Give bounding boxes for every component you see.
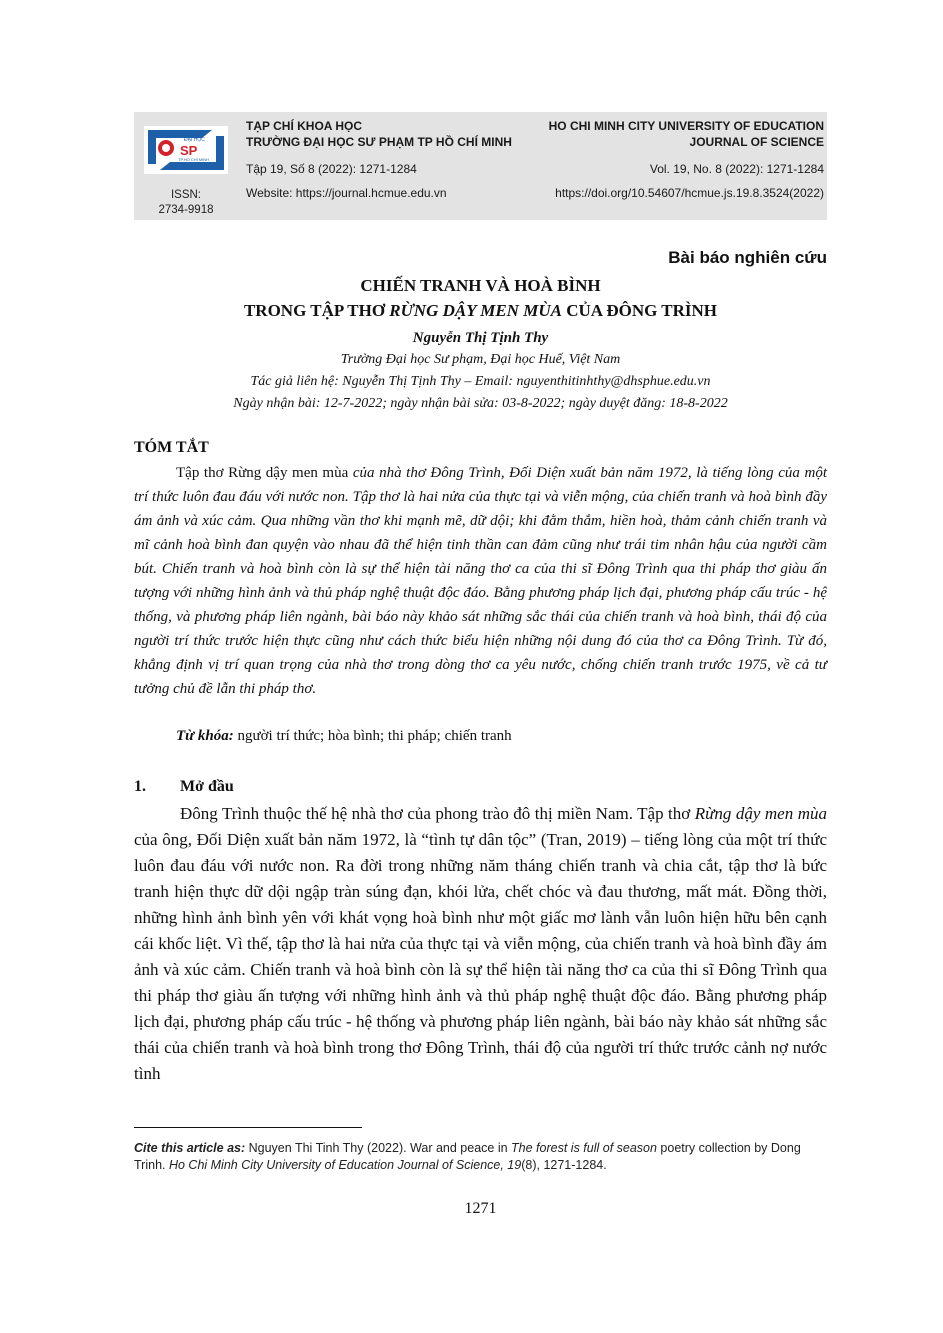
citation-note [134,1140,827,1174]
journal-en-line1: HO CHI MINH CITY UNIVERSITY OF EDUCATION [548,119,824,133]
para-part-a: Đông Trình thuộc thế hệ nhà thơ của phong trào đô thị miền Nam. Tập thơ [180,804,695,823]
contact-author: Tác giả liên hệ: Nguyễn Thị Tịnh Thy – Email: nguyenthitinhthy@dhsphue.edu.vn [250,374,711,389]
issn-value: 2734-9918 [158,204,214,216]
citation-part-a: Nguyen Thi Tinh Thy (2022). War and peace in [245,1141,512,1155]
logo-text-top: ĐẠI HỌC [184,137,205,143]
citation-part-c: poetry collection by Dong Trinh. [134,1141,801,1172]
citation-label: Cite this article as: [134,1141,246,1155]
para-part-c: của ông, Đối Diện xuất bản năm 1972, là “tình tự dân tộc” (Tran, 2019) – tiếng lòng của một trí thức luôn đau đáu với nước non. Ra đời trong những năm tháng chiến tranh và chia cắt, tập thơ là bức tranh hiện thực dữ dội ngập tràn súng đạn, khói lửa, chết chóc và đau thương, mất mát. Đồng thời, những hình ảnh bình yên với khát vọng hoà bình như một giấc mơ lành vẫn luôn hiện hữu bên cạnh cái khốc liệt. Vì thế, tập thơ là hai nửa của thực tại và viễn mộng, của chiến tranh và hoà bình đầy ám ảnh và xúc cảm. Chiến tranh và hoà bình còn là sự thể hiện tài năng thơ ca của thi sĩ Đông Trình qua thi pháp thơ giàu ấn tượng với những hình ảnh và thủ pháp nghệ thuật độc đáo. Bằng phương pháp lịch đại, phương pháp cấu trúc - hệ thống và phương pháp liên ngành, bài báo này khảo sát những sắc thái của chiến tranh và hoà bình trong thơ Đông Trình, thái độ của người trí thức trước cảnh nợ nước tình [134,830,827,1083]
title-part-a: TRONG TẬP THƠ [243,301,390,320]
citation-part-b: The forest is full of season [511,1141,657,1155]
title-line2 [134,300,827,322]
title-part-collection: RỪNG DẬY MEN MÙA [389,301,562,320]
journal-vi-line1: TẠP CHÍ KHOA HỌC [246,119,363,133]
author-affiliation: Trường Đại học Sư phạm, Đại học Huế, Việt Nam [340,352,621,367]
journal-vi-line2: TRƯỜNG ĐẠI HỌC SƯ PHẠM TP HỒ CHÍ MINH [246,135,512,149]
doi-link[interactable]: https://doi.org/10.54607/hcmue.js.19.8.3524(2022) [555,186,824,200]
volume-vi: Tập 19, Số 8 (2022): 1271-1284 [246,162,417,176]
abstract-heading: TÓM TẮT [134,439,209,456]
journal-header [134,112,827,220]
logo-block [134,112,238,220]
citation-part-e: (8), 1271-1284. [521,1158,607,1172]
logo-text-mid: SP [180,143,198,158]
title-part-c: CỦA ĐÔNG TRÌNH [561,301,718,320]
footnote-divider [134,1127,362,1128]
article-type-label: Bài báo nghiên cứu [668,248,827,267]
author-name: Nguyễn Thị Tịnh Thy [412,330,549,346]
abstract-collection-title: Rừng dậy men mùa [228,465,349,481]
keywords-value: người trí thức; hòa bình; thi pháp; chiến tranh [233,728,512,744]
page-number: 1271 [464,1200,497,1217]
title-line1: CHIẾN TRANH VÀ HOÀ BÌNH [360,276,601,295]
keywords [176,725,512,747]
university-logo-icon [142,118,230,182]
issn-label: ISSN: [170,189,202,201]
issn [134,188,238,218]
abstract-part-a: Tập thơ [176,465,229,481]
para-collection-title: Rừng dậy men mùa [694,804,827,823]
section-title: Mở đầu [180,778,234,795]
abstract-part-c: của nhà thơ Đông Trình, Đối Diện xuất bản năm 1972, là tiếng lòng của một trí thức luôn đau đáu với nước non. Tập thơ là hai nửa của thực tại và viễn mộng, của chiến tranh và hoà bình đầy ám ảnh và xúc cảm. Qua những vần thơ khi mạnh mẽ, dữ dội; khi đằm thắm, hiền hoà, thảm cảnh chiến tranh và mĩ cảnh hoà bình đan quyện vào nhau đã thể hiện tinh thần can đảm cũng như trái tim nhân hậu của người cầm bút. Chiến tranh và hoà bình còn là sự thể hiện tài năng thơ ca của thi sĩ Đông Trình qua thi pháp thơ giàu ấn tượng với những hình ảnh và thủ pháp nghệ thuật độc đáo. Bằng phương pháp lịch đại, phương pháp cấu trúc - hệ thống, và phương pháp liên ngành, bài báo này khảo sát những sắc thái của chiến tranh và hoà bình, thái độ của người trí thức trước hiện thực cũng như cách thức biểu hiện những nội dung đó của thơ ca Đông Trình. Từ đó, khẳng định vị trí quan trọng của nhà thơ trong dòng thơ ca yêu nước, chống chiến tranh trước 1975, về cả tư tưởng chủ đề lẫn thi pháp thơ. [134,465,827,697]
volume-en: Vol. 19, No. 8 (2022): 1271-1284 [649,162,824,176]
abstract-text [134,461,827,701]
section-paragraph [134,801,827,1087]
logo-text-bottom: TP.HỒ CHÍ MINH [178,157,210,162]
submission-dates: Ngày nhận bài: 12-7-2022; ngày nhận bài sửa: 03-8-2022; ngày duyệt đăng: 18-8-2022 [233,396,728,411]
journal-en-line2: JOURNAL OF SCIENCE [689,135,824,149]
citation-part-d: Ho Chi Minh City University of Education Journal of Science, 19 [168,1158,522,1172]
section-number: 1. [134,778,146,795]
keywords-label: Từ khóa: [176,728,234,744]
website-link[interactable]: Website: https://journal.hcmue.edu.vn [246,186,447,200]
